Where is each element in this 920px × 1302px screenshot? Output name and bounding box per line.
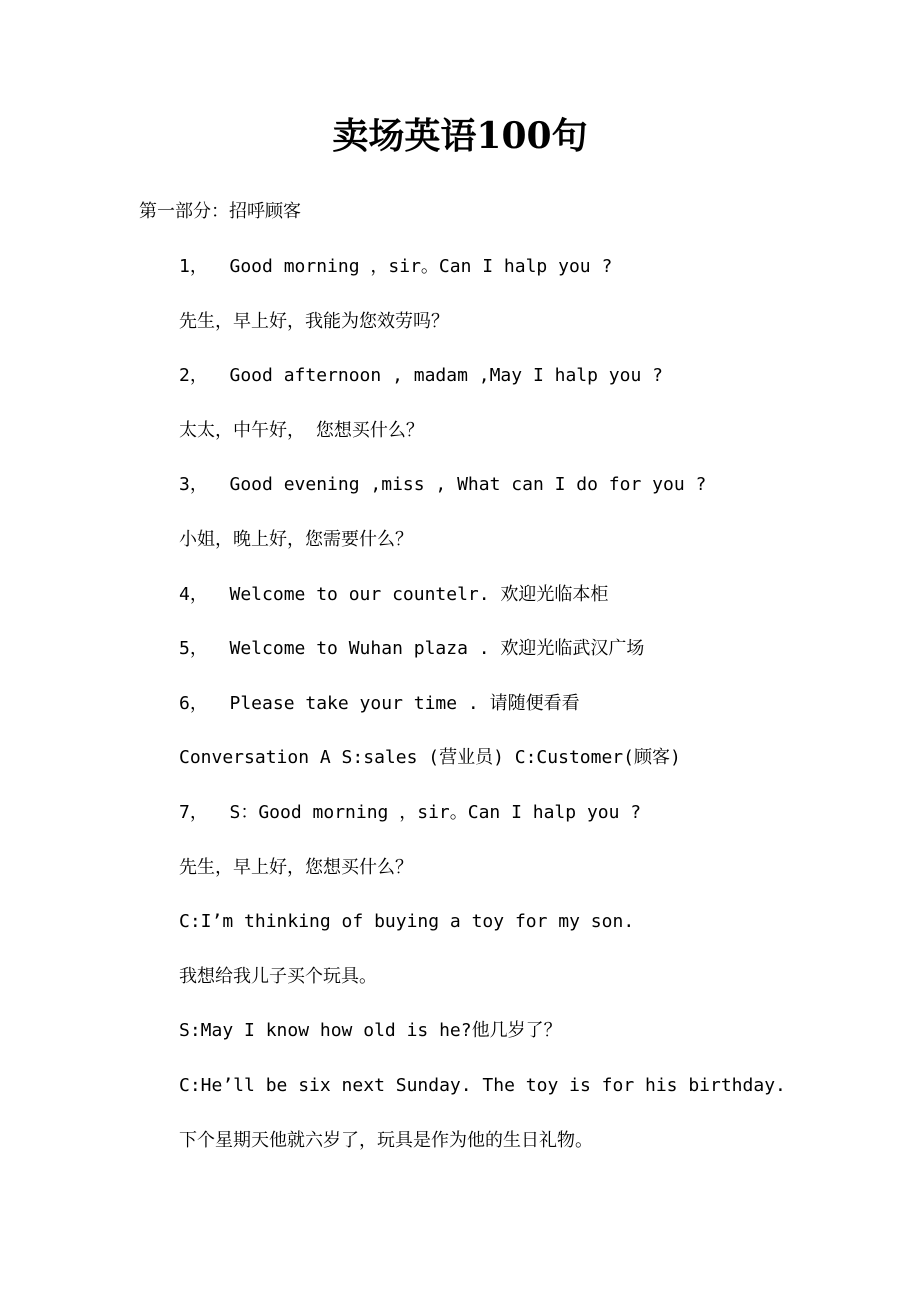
text-lines (179, 252, 786, 1180)
text-line: 1， Good morning ，sir。Can I halp you ? (179, 256, 613, 277)
text-line: 3， Good evening ,miss , What can I do for you ? (179, 474, 707, 496)
text-line: 7， S：Good morning ，sir。Can I halp you ? (179, 801, 642, 823)
text-line: C:I’m thinking of buying a toy for my son. (179, 911, 635, 933)
text-line: C:He’ll be six next Sunday. The toy is for his birthday. (179, 1074, 786, 1096)
text-line: 6， Please take your time . 请随便看看 (179, 692, 580, 714)
text-line: 先生，早上好，您想买什么？ (179, 856, 413, 878)
text-line: 小姐，晚上好，您需要什么？ (179, 528, 413, 550)
section-heading: 第一部分：招呼顾客 (139, 201, 301, 222)
text-line: 太太，中午好， 您想买什么？ (179, 419, 424, 441)
text-line: Conversation A S:sales (营业员) C:Customer(顾客) (179, 747, 681, 769)
text-line: 4， Welcome to our countelr. 欢迎光临本柜 (179, 583, 609, 605)
document-title: 卖场英语100句 (332, 115, 588, 157)
text-line: 我想给我儿子买个玩具。 (179, 965, 377, 987)
text-line: 2， Good afternoon , madam ,May I halp you ? (179, 365, 663, 387)
text-line: S:May I know how old is he?他几岁了？ (179, 1020, 562, 1042)
text-line: 先生，早上好，我能为您效劳吗？ (179, 310, 449, 332)
text-line: 5， Welcome to Wuhan plaza . 欢迎光临武汉广场 (179, 638, 645, 660)
text-line: 下个星期天他就六岁了，玩具是作为他的生日礼物。 (179, 1129, 593, 1151)
